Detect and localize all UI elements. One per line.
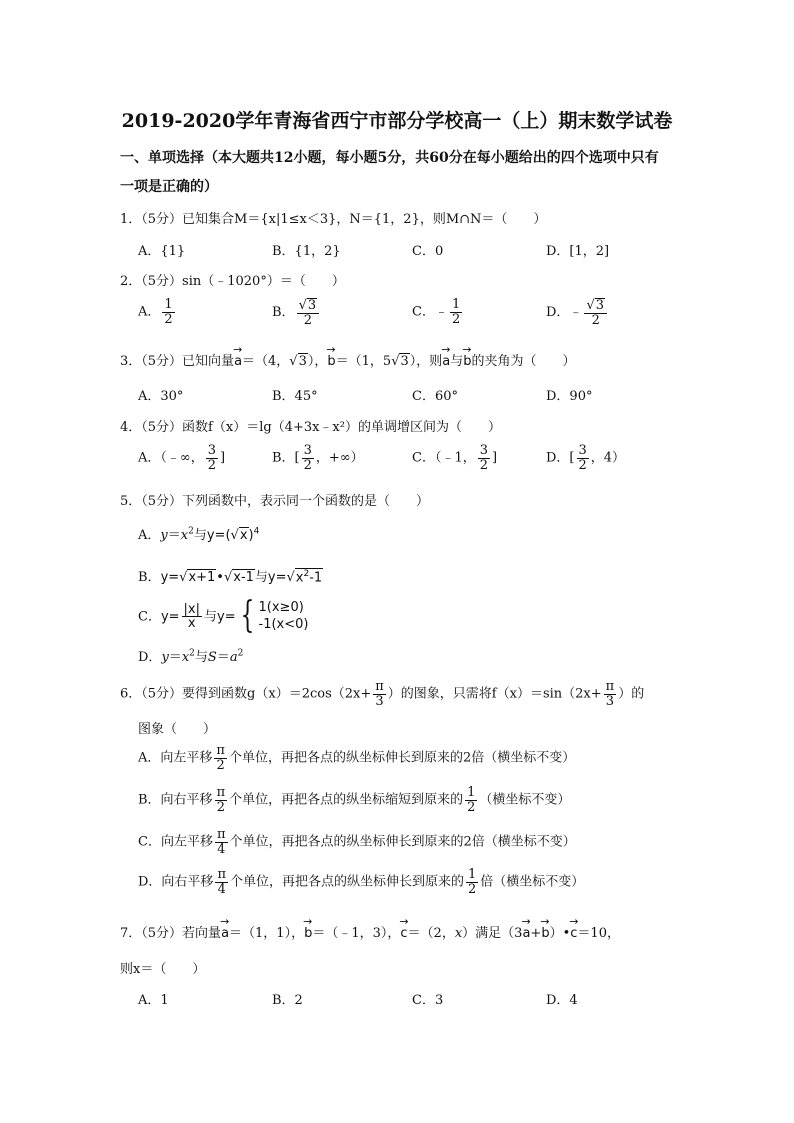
question-7-cont: 则x＝（ ）	[120, 962, 206, 977]
question-2	[120, 270, 345, 289]
option-d: D．[1，2]	[546, 244, 610, 259]
option-a: A．（﹣∞， $\frac{3}{2}$ ]	[138, 443, 226, 473]
question-7: 7．（5分）若向量→ a＝（1，1），→ b＝（﹣1，3），→ c＝（2，x）满足（3→ a+→ b）•→ c＝10，	[120, 922, 620, 941]
option-a: A． $\frac{1}{2}$	[138, 297, 173, 327]
question-4: 4．（5分）函数f（x）＝lg（4+3x﹣x²）的单调增区间为（ ）	[120, 420, 501, 435]
question-6-cont: 图象（ ）	[138, 722, 217, 737]
option-a: A．30°	[138, 389, 184, 404]
option-c: C．﹣ $\frac{1}{2}$	[412, 297, 461, 327]
option-b: B．45°	[272, 389, 318, 404]
question-3: 3．（5分）已知向量→ a＝（4，√3），→ b＝（1，5√3），则→ a与→ b的夹角为（ ）	[120, 350, 576, 369]
option-c: C．0	[412, 244, 444, 259]
section-heading-cont: 一项是正确的）	[120, 179, 218, 195]
question-stem: sin（﹣1020°）＝（ ）	[182, 274, 345, 289]
option-b: B．向右平移 $\frac{\pi}{2}$ 个单位，再把各点的纵坐标缩短到原来的 $\frac{1}{2}$ （横坐标不变）	[138, 785, 571, 815]
option-b: B．y=√x+1•√x-1与$y=√x^2-1$	[138, 568, 323, 585]
option-d: D．4	[546, 993, 578, 1008]
option-a: A．$y=x^2$与$y=(√x)^4$	[138, 526, 260, 543]
option-d: D．90°	[546, 389, 593, 404]
option-c: C．60°	[412, 389, 458, 404]
option-b: B．[ $\frac{3}{2}$ ，+∞）	[272, 443, 364, 473]
option-d: D．$y=x^2$与$S=a^2$	[138, 648, 244, 665]
option-c: C．y= $\frac{|x|}{x}$ 与y= { 1(x≥0) -1(x<0)	[138, 595, 309, 637]
option-a: A．向左平移 $\frac{\pi}{2}$ 个单位，再把各点的纵坐标伸长到原来的2倍（横坐标不变）	[138, 743, 576, 773]
option-d: D．向右平移 $\frac{\pi}{4}$ 个单位，再把各点的纵坐标伸长到原来的 $\frac{1}{2}$ 倍（横坐标不变）	[138, 867, 585, 897]
question-number: 1．（5分）	[120, 212, 183, 227]
option-c: C．向左平移 $\frac{\pi}{4}$ 个单位，再把各点的纵坐标伸长到原来的2倍（横坐标不变）	[138, 827, 576, 857]
question-1	[120, 208, 546, 227]
option-c: C．3	[412, 993, 444, 1008]
option-d: D．﹣ $\frac{√3}{2}$	[546, 298, 609, 327]
option-b: B．2	[272, 993, 303, 1008]
option-d: D．[ $\frac{3}{2}$ ，4）	[546, 443, 626, 473]
option-c: C．（﹣1， $\frac{3}{2}$ ]	[412, 443, 498, 473]
option-a: A．{1}	[138, 244, 186, 259]
option-b: B．{1，2}	[272, 244, 341, 259]
section-heading: 一、单项选择（本大题共12小题，每小题5分，共60分在每小题给出的四个选项中只有	[120, 150, 659, 166]
page-title: 2019-2020学年青海省西宁市部分学校高一（上）期末数学试卷	[121, 110, 673, 132]
question-number: 2．（5分）	[120, 274, 183, 289]
option-b: B． $\frac{√3}{2}$	[272, 298, 321, 327]
question-5: 5．（5分）下列函数中，表示同一个函数的是（ ）	[120, 494, 430, 509]
question-stem: 已知集合M＝{x|1≤x＜3}，N＝{1，2}，则M∩N＝（ ）	[182, 212, 547, 227]
option-a: A．1	[138, 993, 169, 1008]
question-6: 6．（5分）要得到函数g（x）＝2cos（2x+ $\frac{\pi}{3}$ ）的图象，只需将f（x）＝sin（2x+ $\frac{\pi}{3}$ ）的	[120, 679, 645, 709]
